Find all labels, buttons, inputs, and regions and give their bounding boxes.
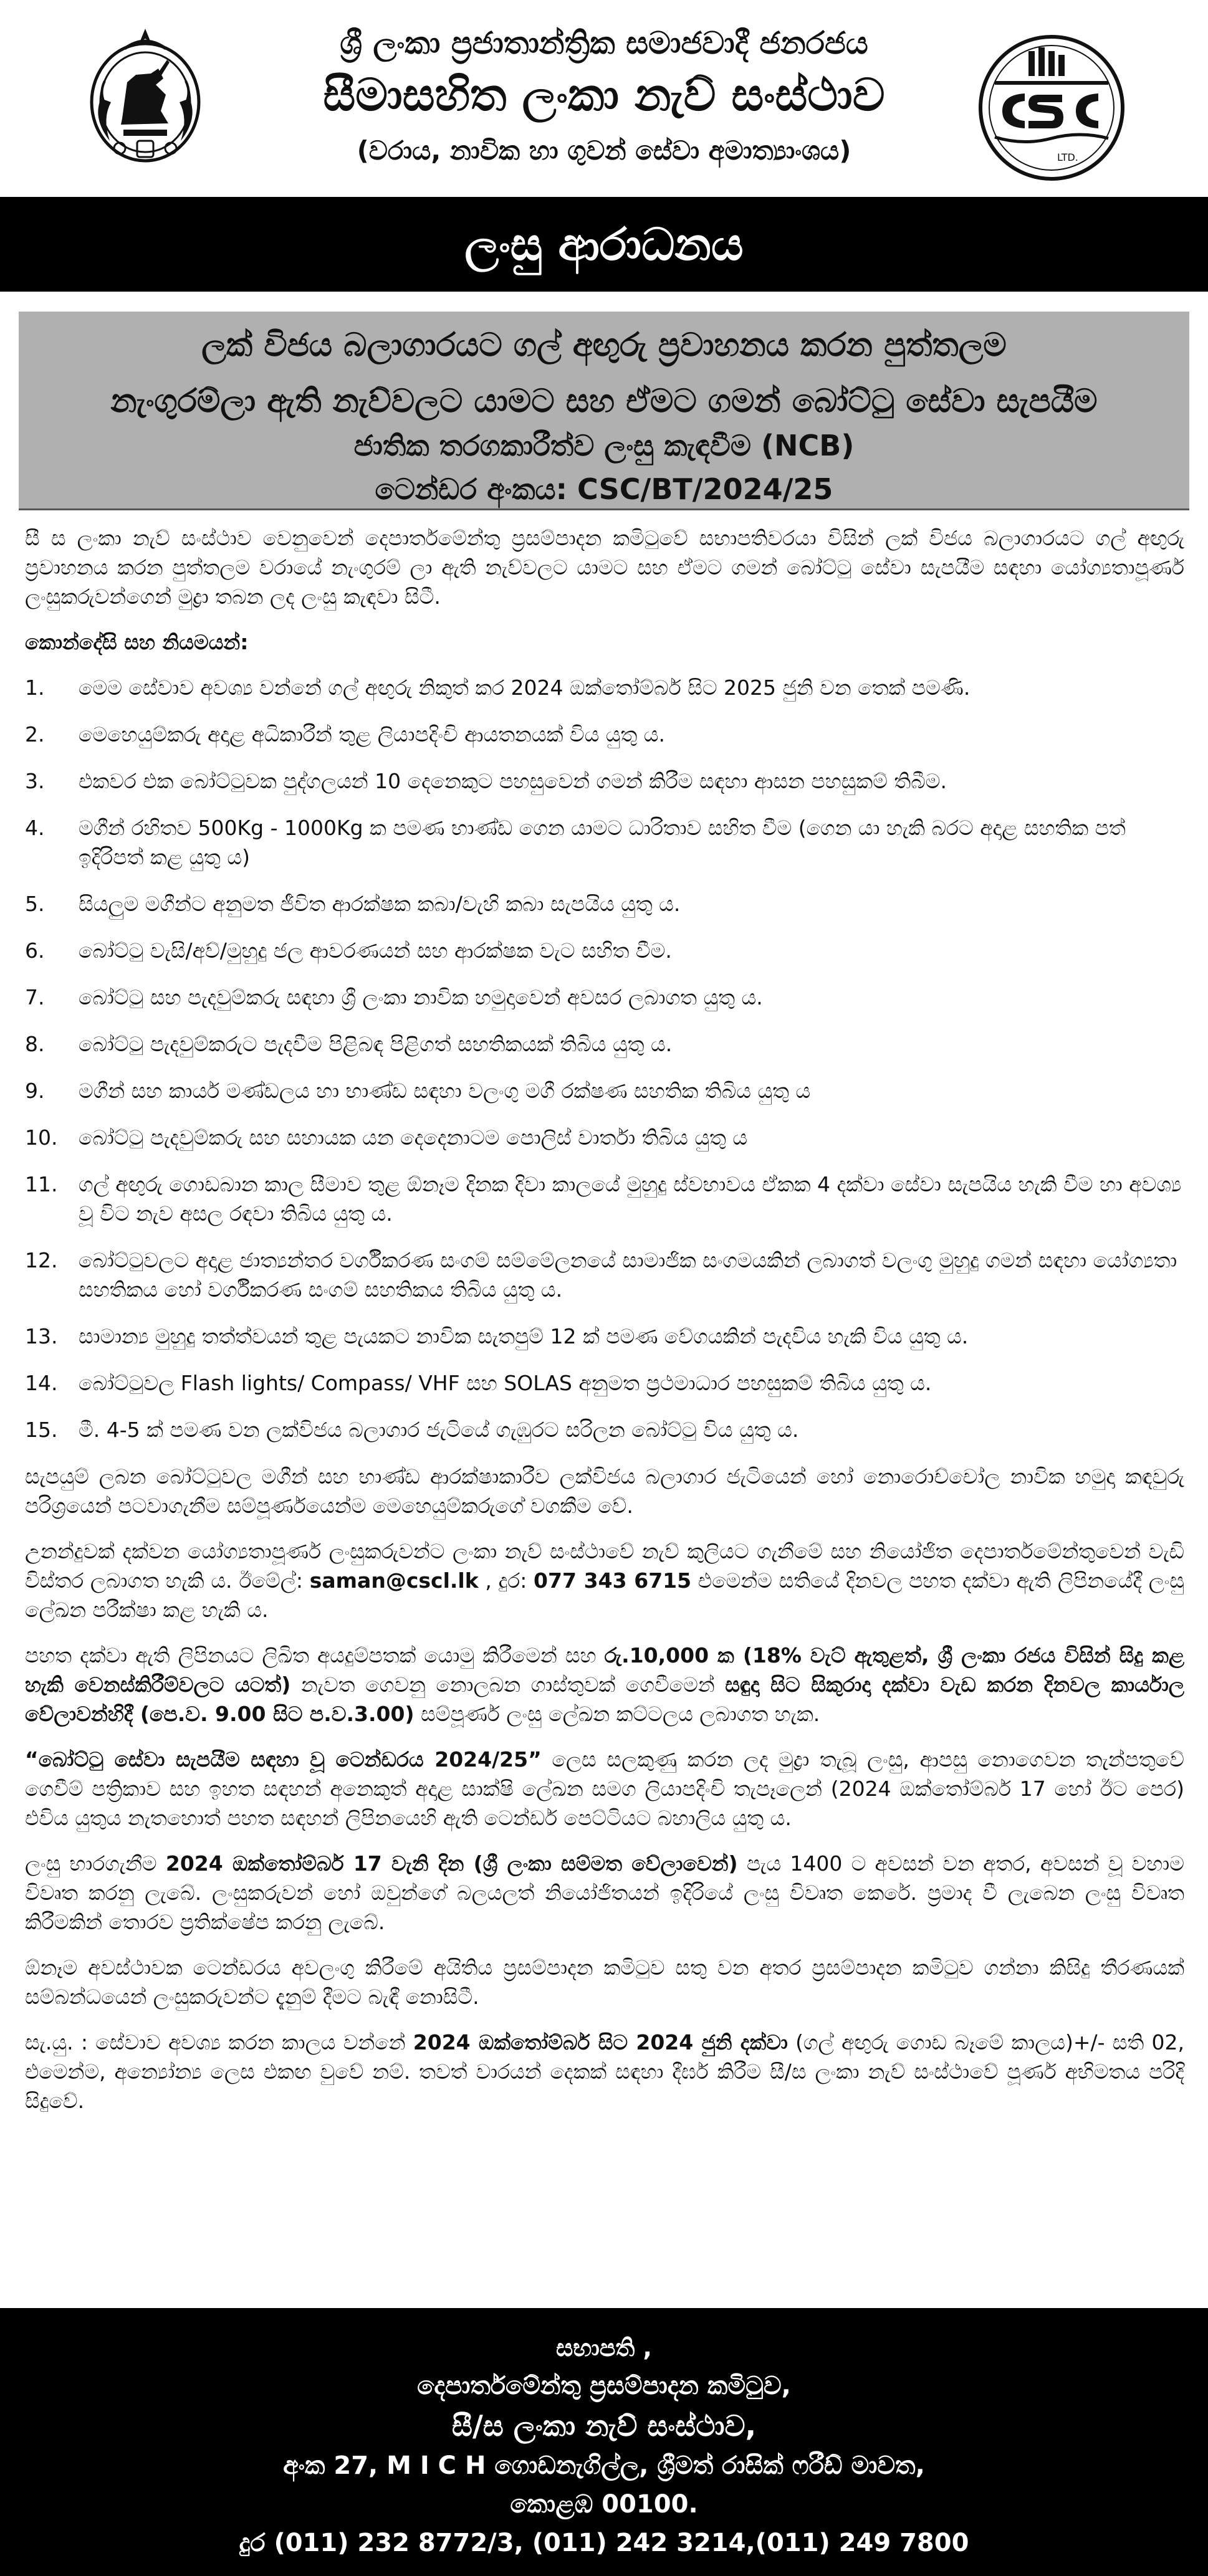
footer-city: කොළඹ 00100.: [510, 2490, 698, 2519]
text-run: නැවත ගෙවනු නොලබන ගාස්තුවක් ගෙවීමෙන්: [290, 1672, 726, 1697]
text-run: (ගල් අඟුරු ගොඩ බෑමේ කාලය)+/- සති 02, එමෙන්ම, අන්‍යෝන්‍ය ලෙස එකඟ වුවේ නම්. තවත් වාරයන් දෙකක් සඳහා දීර්ඝ කිරීම සී/ස ලංකා නැව් සංස්ථාවේ පූර්ණ අභිමතය පරිදි සිදුවේ.: [25, 2030, 1185, 2113]
condition-text: මී. 4-5 ක් පමණ වන ලක්විජය බලාගාර ජැටියේ ගැඹුරට සරිලන බෝට්ටු විය යුතු ය.: [79, 1418, 799, 1442]
condition-number: 14.: [25, 1371, 58, 1395]
bold-text-run: 2024 ඔක්තෝම්බර් 17 වැනි දින (ශ්‍රී ලංකා සම්මත වේලාවෙන්): [165, 1851, 738, 1876]
text-run: ලෙස සලකුණු කරන ලද මුද්‍රා තැබූ ලංසු, ආපසු නොගෙවන තැන්පතුවේ ගෙවීම් පත්‍රිකාව සහ ඉහත සඳහන් අනෙකුත් අදාළ සාක්ෂි ලේඛන සමග ලියාපදිංචි තැපෑලෙන් (2024 ඔක්තෝම්බර් 17 හෝ ඊට පෙර) එවිය යුතුය නැතහොත් පහත සඳහන් ලිපිනයෙහි ඇති ටෙන්ඩර් පෙට්ටියට බහාලිය යුතු ය.: [25, 1747, 1184, 1830]
conditions-list: [25, 673, 1184, 1444]
footer-address: අංක 27, M I C H ගොඩනැගිල්ල, ශ්‍රීමත් රාසික් ෆරීඩ් මාවත,: [283, 2451, 925, 2480]
body-paragraph: [25, 2028, 1184, 2116]
condition-number: 15.: [25, 1418, 58, 1442]
condition-number: 13.: [25, 1324, 58, 1348]
condition-number: 6.: [25, 938, 45, 963]
condition-item: [25, 936, 1184, 965]
footer-organization: සී/ස ලංකා නැව් සංස්ථාව,: [451, 2409, 757, 2443]
national-emblem-icon: [86, 25, 204, 163]
condition-number: 2.: [25, 722, 45, 747]
condition-text: මෙහෙයුම්කරු අදාළ අධිකාරීන් තුළ ලියාපදිංචි ආයතනයක් විය යුතු ය.: [79, 722, 666, 747]
country-name: ශ්‍රී ලංකා ප්‍රජාතාන්ත්‍රික සමාජවාදී ජනරජය: [340, 25, 868, 61]
body-paragraph: [25, 1849, 1184, 1937]
text-run: පැය 1400 ට අවසන් වන අතර, අවසන් වූ වහාම විවෘත කරනු ලැබේ. ලංසුකරුවන් හෝ ඔවුන්ගේ බලයලත් නියෝජිතයන් ඉදිරියේ ලංසු විවෘත කෙරේ. ප්‍රමාද වී ලැබෙන ලංසු විවෘත කිරීමකින් තොරව ප්‍රතික්ෂේප කරනු ලැබේ.: [25, 1851, 1184, 1934]
body-paragraph: [25, 1537, 1184, 1624]
text-run: එමෙන්ම සතියේ දිනවල පහත දක්වා ඇති ලිපිනයේදී ලංසු ලේඛන පරීක්ෂා කළ හැකි ය.: [25, 1568, 1184, 1622]
condition-text: සියලුම මගීන්ට අනුමත ජීවිත ආරක්ෂක කබා/වැහි කබා සැපයිය යුතු ය.: [79, 892, 681, 916]
condition-item: [25, 673, 1184, 702]
bold-text-run: රු.10,000 ක (18% වැට් ඇතුළත්, ශ්‍රී ලංකා රජය විසින් සිදු කළ හැකි වෙනස්කිරීම්වලට යටත්): [25, 1643, 1185, 1697]
text-run: ඕනෑම අවස්ථාවක ටෙන්ඩරය අවලංගු කිරීමේ අයිතිය ප්‍රසම්පාදන කමිටුව සතු වන අතර ප්‍රසම්පාදන කමිටුව ගන්නා කිසිදු තීරණයක් සම්බන්ධයෙන් ලංසුකරුවන්ට දැනුම් දීමට බැඳී නොසිටී.: [25, 1955, 1184, 2009]
ministry-name: (වරාය, නාවික හා ගුවන් සේවා අමාත්‍යාංශය): [357, 135, 851, 166]
condition-item: [25, 1322, 1184, 1351]
text-run: පහත දක්වා ඇති ලිපිනයට ලිඛිත අයදුම්පතක් යොමු කිරීමෙන් සහ: [25, 1643, 605, 1667]
text-run: , දුර:: [478, 1568, 534, 1593]
condition-number: 1.: [25, 675, 45, 700]
condition-text: බෝට්ටු වැසි/අව්/මුහුදු ජල ආවරණයන් සහ ආරක්ෂක වැට සහිත වීම.: [79, 938, 672, 963]
notice-body: [25, 523, 1184, 2132]
csc-logo-ltd: LTD.: [1057, 151, 1078, 163]
condition-text: බෝට්ටු පැදවුම්කරු සහ සහායක යන දෙදෙනාටම පොලිස් වාර්තා තිබිය යුතු ය: [79, 1125, 748, 1150]
bold-text-run: saman@cscl.lk: [309, 1568, 479, 1593]
condition-text: මගීන් සහ කාර්ය මණ්ඩලය හා භාණ්ඩ සඳහා වලංගු මගී රක්ෂණ සහතික තිබිය යුතු ය: [79, 1079, 811, 1103]
condition-text: බෝට්ටු පැදවුම්කරුට පැදවීම පිළිබඳ පිළිගත් සහතිකයක් තිබිය යුතු ය.: [79, 1032, 673, 1056]
condition-text: බෝට්ටුවලට අදාළ ජාත්‍යන්තර වර්ගීකරණ සංගම් සම්මේලනයේ සාමාජික සංගමයකින් ලබාගත් වලංගු මුහුදු ගමන් සඳහා යෝග්‍යතා සහතිකය හෝ වර්ගීකරණ සංගම් සහතිකය තිබිය යුතු ය.: [79, 1248, 1177, 1302]
condition-number: 10.: [25, 1125, 58, 1150]
condition-item: [25, 983, 1184, 1012]
organization-name: සීමාසහිත ලංකා නැව් සංස්ථාව: [323, 69, 885, 121]
bold-text-run: 077 343 6715: [534, 1568, 692, 1593]
condition-item: [25, 720, 1184, 749]
body-paragraph: [25, 1953, 1184, 2011]
condition-text: මෙම සේවාව අවශ්‍ය වන්නේ ගල් අඟුරු නිකුත් කර 2024 ඔක්තෝම්බර් සිට 2025 ජුනි වන තෙක් පමණි.: [79, 675, 971, 700]
text-run: සී ස ලංකා නැව් සංස්ථාව වෙනුවෙන් දෙපාර්තමේන්තු ප්‍රසම්පාදන කමිටුවේ සභාපතිවරයා විසින් ලක් විජය බලාගාරයට ගල් අඟුරු ප්‍රවාහනය කරන පුත්තලම වරායේ නැංගුරම් ලා ඇති නැව්වලට යාමට සහ ඒමට ගමන් බෝට්ටු සේවා සැපයීම සඳහා යෝග්‍යතාපූර්ණ ලංසුකරුවන්ගෙන් මුද්‍රා තබන ලද ලංසු කැඳවා සිටී.: [25, 526, 1184, 609]
tender-title-box: [19, 312, 1189, 510]
condition-text: ගල් අඟුරු ගොඩබාන කාල සීමාව තුළ ඕනෑම දිනක දිවා කාලයේ මුහුදු ස්වභාවය ඒකක 4 දක්වා සේවා සැපයිය හැකි වීම හා අවශ්‍ය වූ විට නැව අසල රඳවා තිබිය යුතු ය.: [79, 1172, 1182, 1226]
text-run: සැ.යු. : සේවාව අවශ්‍ය කරන කාලය වන්නේ: [25, 2030, 413, 2054]
footer-chairman: සභාපති ,: [556, 2334, 652, 2362]
condition-text: බෝට්ටුවල Flash lights/ Compass/ VHF සහ SOLAS අනුමත ප්‍රථමාධාර පහසුකම් තිබිය යුතු ය.: [79, 1371, 932, 1395]
bold-text-run: “බෝට්ටු සේවා සැපයීම සඳහා වූ ටෙන්ඩරය 2024/25”: [25, 1747, 542, 1772]
condition-item: [25, 1170, 1184, 1228]
condition-item: [25, 1029, 1184, 1059]
condition-item: [25, 766, 1184, 796]
condition-number: 3.: [25, 769, 45, 793]
bold-text-run: සඳුදා සිට සිකුරාදා දක්වා වැඩ කරන දිනවල කාර්යාල වේලාවන්හිදී (පෙ.ව. 9.00 සිට ප.ව.3.00): [25, 1672, 1184, 1726]
condition-item: [25, 1123, 1184, 1152]
condition-number: 12.: [25, 1248, 58, 1272]
text-run: ලංසු භාරගැනීම: [25, 1851, 166, 1876]
body-paragraph: [25, 1745, 1184, 1833]
footer-phone: දුර (011) 232 8772/3, (011) 242 3214,(011) 249 7800: [239, 2529, 969, 2557]
condition-text: එකවර එක බෝට්ටුවක පුද්ගලයන් 10 දෙනෙකුට පහසුවෙන් ගමන් කිරීම සඳහා ආසන පහසුකම් තිබීම.: [79, 769, 947, 793]
condition-item: [25, 1246, 1184, 1304]
condition-item: [25, 1076, 1184, 1105]
condition-item: [25, 889, 1184, 918]
condition-item: [25, 813, 1184, 872]
tender-title-line-1: ලක් විජය බලාගාරයට ගල් අඟුරු ප්‍රවාහනය කරන පුත්තලම: [201, 327, 1007, 364]
condition-number: 7.: [25, 985, 45, 1009]
footer-committee: දෙපාර්තමේන්තු ප්‍රසම්පාදන කමිටුව,: [417, 2372, 791, 2400]
tender-number: ටෙන්ඩර අංකය: CSC/BT/2024/25: [375, 472, 833, 506]
condition-number: 4.: [25, 816, 45, 840]
condition-number: 5.: [25, 892, 45, 916]
condition-item: [25, 1415, 1184, 1444]
condition-text: සාමාන්‍ය මුහුදු තත්ත්වයන් තුළ පැයකට නාවික සැතපුම් 12 ක් පමණ වේගයකින් පැදවිය හැකි විය යුතු ය.: [79, 1324, 969, 1348]
tender-title-line-2: නැංගුරම්ලා ඇති නැව්වලට යාමට සහ ඒමට ගමන් බෝට්ටු සේවා සැපයීම: [110, 383, 1098, 420]
text-run: සම්පූර්ණ ලංසු ලේඛන කට්ටලය ලබාගත හැක.: [414, 1702, 820, 1726]
contact-footer: [0, 2308, 1208, 2576]
intro-paragraph: [25, 523, 1184, 611]
body-paragraphs: [25, 1462, 1184, 2116]
body-paragraph: [25, 1641, 1184, 1729]
text-run: උනන්දුවක් දක්වන යෝග්‍යතාපූර්ණ ලංසුකරුවන්ට ලංකා නැව් සංස්ථාවේ නැව් කුලියට ගැනීමේ සහ නියෝජිත දෙපාර්තමේන්තුවෙන් වැඩි විස්තර ලබාගත හැකි ය. ඊමේල්:: [25, 1539, 1184, 1593]
masthead: [0, 0, 1208, 187]
conditions-heading: කොන්දේසි සහ නියමයන්:: [25, 630, 249, 654]
csc-logo-icon: [974, 30, 1129, 186]
condition-number: 11.: [25, 1172, 58, 1196]
notice-banner: ලංසු ආරාධනය: [0, 197, 1208, 292]
condition-number: 9.: [25, 1079, 45, 1103]
text-run: සැපයුම් ලබන බෝට්ටුවල මගීන් සහ භාණ්ඩ ආරක්ෂාකාරීව ලක්විජය බලාගාර ජැටියෙන් හෝ නොරොච්චෝල නාවික හමුදා කඳවුරු පරිශ්‍රයෙන් පටවාගැනීම සම්පූර්ණයෙන්ම මෙහෙයුම්කරුගේ වගකීම වේ.: [25, 1464, 1184, 1518]
masthead-text: [249, 21, 959, 177]
condition-number: 8.: [25, 1032, 45, 1056]
condition-text: බෝට්ටු සහ පැදවුම්කරු සඳහා ශ්‍රී ලංකා නාවික හමුදාවෙන් අවසර ලබාගත යුතු ය.: [79, 985, 763, 1009]
bidding-type: ජාතික තරගකාරීත්ව ලංසු කැඳවීම (NCB): [353, 429, 855, 462]
bold-text-run: 2024 ඔක්තෝම්බර් සිට 2024 ජුනි දක්වා: [413, 2030, 788, 2054]
condition-text: මගීන් රහිතව 500Kg - 1000Kg ක පමණ භාණ්ඩ ගෙන යාමට ධාරිතාව සහිත වීම (ගෙන යා හැකි බරට අදාළ සහතික පත් ඉදිරිපත් කළ යුතු ය): [79, 816, 1126, 869]
body-paragraph: [25, 1462, 1184, 1520]
condition-item: [25, 1368, 1184, 1398]
